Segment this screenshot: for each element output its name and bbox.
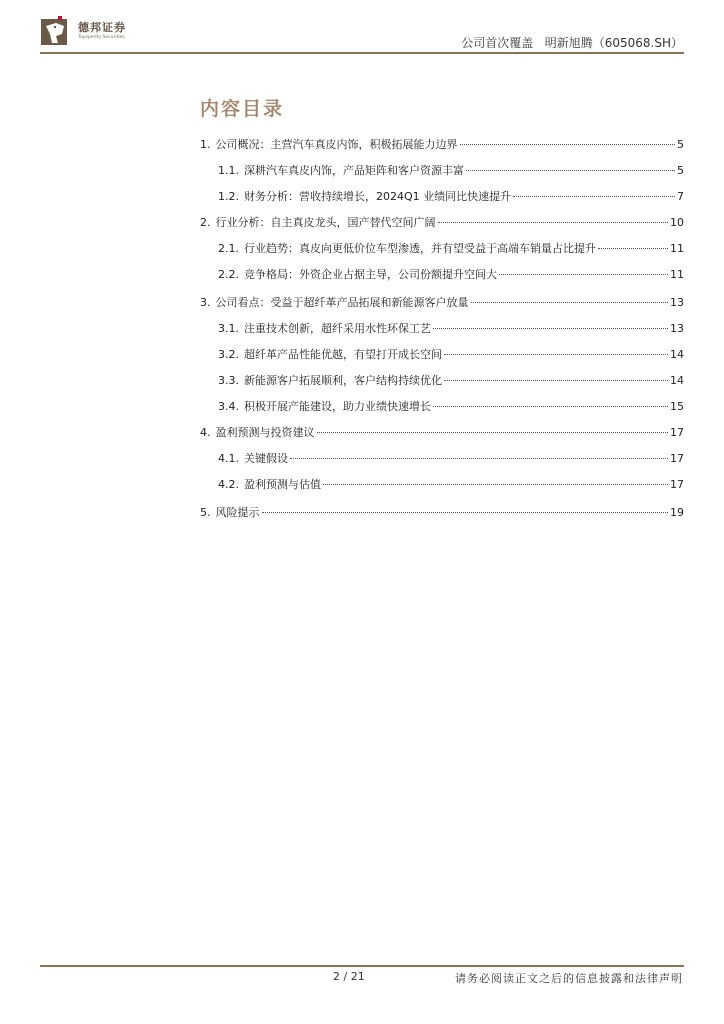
toc-entry-page: 17 <box>670 478 684 491</box>
toc-entry[interactable] <box>200 162 684 178</box>
toc-leader-dots <box>317 432 669 433</box>
toc-entry-title: 新能源客户拓展顺利，客户结构持续优化 <box>244 374 442 387</box>
toc-entry[interactable] <box>200 372 684 388</box>
toc-entry-title: 公司概况：主营汽车真皮内饰，积极拓展能力边界 <box>215 138 458 151</box>
toc-entry-page: 11 <box>670 268 684 281</box>
toc-entry[interactable] <box>200 504 684 520</box>
toc-entry-page: 13 <box>670 296 684 309</box>
toc-entry-page: 19 <box>670 506 684 519</box>
toc-entry-number: 4.2. <box>218 478 239 491</box>
toc-entry[interactable] <box>200 240 684 256</box>
toc-leader-dots <box>290 458 668 459</box>
toc-entry-page: 14 <box>670 374 684 387</box>
toc-entry-page: 5 <box>677 164 684 177</box>
logo-icon <box>40 14 74 48</box>
toc-entry-number: 1.2. <box>218 190 239 203</box>
toc-entry-number: 5. <box>200 506 211 519</box>
toc-entry-title: 超纤革产品性能优越，有望打开成长空间 <box>244 348 442 361</box>
toc-entry[interactable] <box>200 398 684 414</box>
logo-name-en: Topsperity Securities <box>78 35 125 40</box>
toc-entry-number: 1.1. <box>218 164 239 177</box>
toc-entry[interactable] <box>200 266 684 282</box>
toc-entry-page: 15 <box>670 400 684 413</box>
toc-entry[interactable] <box>200 136 684 152</box>
toc-entry-title: 竞争格局：外资企业占据主导，公司份额提升空间大 <box>244 268 497 281</box>
toc-leader-dots <box>466 170 675 171</box>
page-header <box>0 0 724 60</box>
toc-entry-number: 3.4. <box>218 400 239 413</box>
toc-entry-title: 注重技术创新，超纤采用水性环保工艺 <box>244 322 431 335</box>
company-logo <box>40 14 126 48</box>
toc-leader-dots <box>444 354 668 355</box>
toc-entry[interactable] <box>200 424 684 440</box>
header-divider <box>40 52 684 54</box>
page-number: 2 / 21 <box>333 970 365 983</box>
toc-entry-page: 14 <box>670 348 684 361</box>
toc-entry-title: 深耕汽车真皮内饰，产品矩阵和客户资源丰富 <box>244 164 464 177</box>
toc-entry-page: 5 <box>677 138 684 151</box>
toc-entry-page: 13 <box>670 322 684 335</box>
toc-heading: 内容目录 <box>200 98 285 120</box>
toc-entry-title: 行业分析：自主真皮龙头，国产替代空间广阔 <box>215 216 436 229</box>
toc-entry-number: 3.3. <box>218 374 239 387</box>
toc-entry-title: 盈利预测与估值 <box>244 478 321 491</box>
toc-entry-page: 11 <box>670 242 684 255</box>
toc-leader-dots <box>438 222 669 223</box>
toc-entry[interactable] <box>200 294 684 310</box>
toc-leader-dots <box>323 484 668 485</box>
toc-entry[interactable] <box>200 450 684 466</box>
toc-entry-page: 10 <box>670 216 684 229</box>
toc-entry-page: 17 <box>670 452 684 465</box>
toc-leader-dots <box>499 274 668 275</box>
toc-leader-dots <box>598 248 668 249</box>
toc-leader-dots <box>460 144 676 145</box>
toc-entry[interactable] <box>200 476 684 492</box>
toc-entry-page: 7 <box>677 190 684 203</box>
toc-leader-dots <box>433 406 668 407</box>
toc-entry-number: 4. <box>200 426 211 439</box>
toc-entry-title: 关键假设 <box>244 452 288 465</box>
toc-entry-title: 风险提示 <box>215 506 260 519</box>
toc-entry-number: 2.2. <box>218 268 239 281</box>
toc-leader-dots <box>513 196 675 197</box>
toc-leader-dots <box>471 302 669 303</box>
toc-entry-number: 4.1. <box>218 452 239 465</box>
logo-name-cn: 德邦证券 <box>78 21 126 34</box>
toc-entry[interactable] <box>200 188 684 204</box>
toc-entry-number: 1. <box>200 138 211 151</box>
toc-entry[interactable] <box>200 214 684 230</box>
toc-entry-number: 3. <box>200 296 211 309</box>
toc-leader-dots <box>444 380 668 381</box>
toc-entry-title: 行业趋势：真皮向更低价位车型渗透，并有望受益于高端车销量占比提升 <box>244 242 596 255</box>
toc-leader-dots <box>433 328 668 329</box>
toc-leader-dots <box>262 512 669 513</box>
toc-entry[interactable] <box>200 320 684 336</box>
toc-entry-number: 2.1. <box>218 242 239 255</box>
toc-entry-title: 财务分析：营收持续增长，2024Q1 业绩同比快速提升 <box>244 190 512 203</box>
toc-entry-number: 3.1. <box>218 322 239 335</box>
toc-entry-number: 2. <box>200 216 211 229</box>
toc-entry-page: 17 <box>670 426 684 439</box>
toc-entry[interactable] <box>200 346 684 362</box>
footer-divider <box>40 965 684 967</box>
toc-entry-title: 积极开展产能建设，助力业绩快速增长 <box>244 400 431 413</box>
toc-entry-number: 3.2. <box>218 348 239 361</box>
report-title: 公司首次覆盖 明新旭腾（605068.SH） <box>461 36 683 50</box>
toc-entry-title: 公司看点：受益于超纤革产品拓展和新能源客户放量 <box>215 296 469 309</box>
disclaimer-note: 请务必阅读正文之后的信息披露和法律声明 <box>455 972 683 985</box>
toc-entry-title: 盈利预测与投资建议 <box>215 426 315 439</box>
